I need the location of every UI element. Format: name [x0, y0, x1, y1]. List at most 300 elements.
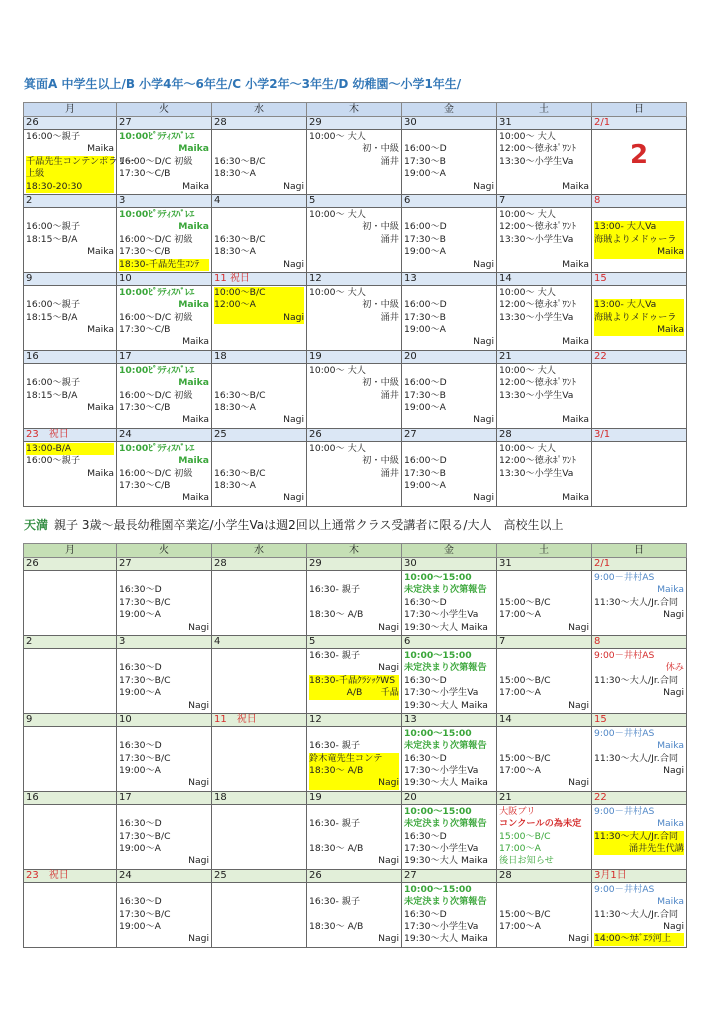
schedule-line — [26, 287, 114, 299]
schedule-cell — [117, 285, 212, 350]
date-cell: 13 — [402, 713, 497, 726]
schedule-cell — [402, 648, 497, 713]
date-cell: 28 — [497, 869, 592, 882]
schedule-line: 17:30～C/B — [119, 324, 171, 336]
schedule-cell — [24, 726, 117, 791]
schedule-line: Nagi — [283, 258, 304, 270]
schedule-cell — [592, 207, 687, 272]
schedule-line: 16:30～D — [119, 818, 162, 830]
schedule-line — [499, 740, 589, 752]
schedule-line: 17:00～A — [499, 687, 541, 699]
schedule-cell — [497, 130, 592, 195]
date-cell: 20 — [402, 791, 497, 804]
schedule-line: 19:30～大人 Maika — [404, 855, 488, 867]
schedule-line: Maika — [178, 143, 209, 155]
date-cell: 17 — [117, 791, 212, 804]
schedule-line: 18:30～ A/B — [309, 920, 364, 932]
schedule-line — [214, 377, 304, 389]
date-cell: 27 — [117, 117, 212, 130]
date-cell: 31 — [497, 117, 592, 130]
schedule-line: 18:15～B/A — [26, 233, 78, 245]
schedule-line: 初・中級 — [362, 143, 399, 155]
date-cell: 7 — [497, 194, 592, 207]
date-cell: 15 — [592, 713, 687, 726]
schedule-line — [499, 324, 589, 336]
schedule-line: 13:30～小学生Va — [499, 233, 574, 245]
schedule-cell — [117, 804, 212, 869]
date-cell: 23 祝日 — [24, 428, 117, 441]
date-cell: 8 — [592, 194, 687, 207]
schedule-cell — [24, 285, 117, 350]
date-cell: 3月1日 — [592, 869, 687, 882]
schedule-line: 10:00ﾋﾟﾗﾃｨｽﾊﾞﾚｴ — [119, 364, 195, 376]
schedule-line: 鈴木竜先生コンテ — [309, 753, 399, 765]
date-cell: 22 — [592, 791, 687, 804]
schedule-line: 16:00～D — [404, 221, 447, 233]
date-cell: 22 — [592, 350, 687, 363]
schedule-line: Maika — [657, 584, 684, 596]
schedule-cell — [402, 882, 497, 947]
schedule-line: Nagi — [473, 336, 494, 348]
schedule-line: Maika — [562, 414, 589, 426]
schedule-line: 15:00～B/C — [499, 830, 551, 842]
schedule-line: 10:00～ 大人 — [309, 131, 366, 142]
schedule-line — [214, 131, 304, 143]
schedule-line: 18:30～ A/B — [309, 765, 399, 777]
date-cell: 2/1 — [592, 558, 687, 571]
schedule-line — [309, 884, 399, 896]
date-cell: 17 — [117, 350, 212, 363]
schedule-line: 涌井先生代講 — [594, 843, 684, 855]
schedule-line: 19:00～A — [404, 402, 446, 414]
schedule-line: 17:30～B — [404, 155, 446, 167]
schedule-line — [309, 572, 399, 584]
schedule-cell — [592, 726, 687, 791]
date-cell: 29 — [307, 558, 402, 571]
schedule-line: 16:00～親子 — [26, 221, 81, 233]
weekday-header: 土 — [497, 103, 592, 117]
schedule-line: コンクールの為未定 — [499, 818, 582, 830]
schedule-line: 10:00～ 大人 — [309, 208, 366, 220]
schedule-line: 未定決まり次第報告 — [404, 584, 487, 596]
schedule-line: 17:30～C/B — [119, 246, 171, 258]
schedule-cell — [307, 648, 402, 713]
schedule-line: 16:30～D — [119, 584, 162, 596]
schedule-line — [309, 831, 399, 843]
schedule-cell — [212, 285, 307, 350]
schedule-line: 19:00～A — [404, 324, 446, 336]
schedule-cell — [307, 207, 402, 272]
schedule-line: Nagi — [214, 312, 304, 324]
schedule-line: Nagi — [663, 687, 684, 699]
schedule-line: 17:00～A — [499, 765, 541, 777]
schedule-line: 10:00ﾋﾟﾗﾃｨｽﾊﾞﾚｴ — [119, 131, 195, 142]
date-cell: 15 — [592, 272, 687, 285]
date-cell: 25 — [212, 428, 307, 441]
date-cell: 3 — [117, 194, 212, 207]
weekday-header: 水 — [212, 103, 307, 117]
date-cell: 5 — [307, 194, 402, 207]
schedule-line: 18:30～A — [214, 479, 256, 491]
schedule-line: 未定決まり次第報告 — [404, 662, 487, 674]
schedule-line: 17:30～C/B — [119, 168, 171, 180]
schedule-line: Nagi — [473, 492, 494, 504]
schedule-line: 17:00～A — [499, 920, 541, 932]
schedule-line: 17:30～C/B — [119, 479, 171, 491]
schedule-line — [214, 443, 304, 455]
schedule-line: 16:30～B/C — [214, 389, 266, 401]
schedule-line: 未定決まり次第報告 — [404, 740, 487, 752]
schedule-line: 18:30～A — [214, 246, 256, 258]
schedule-cell — [24, 804, 117, 869]
schedule-line: 16:00～D — [404, 143, 447, 155]
schedule-line: 16:00～D/C 初級 — [119, 467, 193, 479]
schedule-cell — [212, 207, 307, 272]
schedule-line: 16:00～D — [404, 455, 447, 467]
weekday-header: 月 — [24, 103, 117, 117]
schedule-line: 17:30～C/B — [119, 402, 171, 414]
schedule-line: Maika — [562, 180, 589, 192]
schedule-line: 10:00～ 大人 — [309, 364, 366, 376]
schedule-line: Nagi — [378, 933, 399, 945]
schedule-cell — [117, 571, 212, 636]
schedule-line: A/B 千晶 — [309, 687, 399, 699]
schedule-line: 18:15～B/A — [26, 389, 78, 401]
weekday-header: 木 — [307, 544, 402, 558]
schedule-line: 12:00～徳永ﾎﾟﾜﾝﾄ — [499, 377, 577, 389]
schedule-line: 16:30～D — [119, 740, 162, 752]
schedule-line: 10:00～15:00 — [404, 883, 472, 895]
schedule-cell — [592, 363, 687, 428]
date-cell: 30 — [402, 558, 497, 571]
minoh-calendar — [23, 102, 687, 507]
schedule-line: 9:00－井村AS — [594, 727, 655, 739]
schedule-line: 13:00-B/A — [26, 443, 114, 455]
schedule-cell — [307, 882, 402, 947]
schedule-cell — [307, 130, 402, 195]
schedule-cell — [497, 441, 592, 506]
schedule-line — [214, 455, 304, 467]
schedule-line: 10:00ﾋﾟﾗﾃｨｽﾊﾞﾚｴ — [119, 208, 195, 220]
schedule-line: 10:00ﾋﾟﾗﾃｨｽﾊﾞﾚｴ — [119, 442, 195, 454]
date-cell: 31 — [497, 558, 592, 571]
date-cell: 9 — [24, 272, 117, 285]
schedule-line: 16:00～D/C 初級 — [119, 155, 193, 167]
schedule-line: Nagi — [188, 855, 209, 867]
schedule-line: 11:30～大人/Jr.合同 — [594, 752, 679, 764]
schedule-line: 16:30- 親子 — [309, 818, 361, 830]
schedule-line: 10:00～ 大人 — [499, 286, 556, 298]
schedule-cell — [402, 804, 497, 869]
schedule-line: 17:30～B/C — [119, 674, 171, 686]
schedule-line: 16:00～親子 — [26, 455, 81, 467]
date-cell: 4 — [212, 194, 307, 207]
schedule-line: 15:00～B/C — [499, 908, 551, 920]
date-cell: 10 — [117, 713, 212, 726]
date-cell: 3 — [117, 635, 212, 648]
schedule-line: 16:30～D — [404, 674, 447, 686]
schedule-cell — [497, 571, 592, 636]
schedule-line: Maika — [178, 221, 209, 233]
schedule-cell — [212, 130, 307, 195]
schedule-line — [499, 572, 589, 584]
schedule-line: Maika — [594, 246, 684, 258]
schedule-line: Maika — [87, 246, 114, 258]
date-cell: 6 — [402, 194, 497, 207]
schedule-line: Maika — [562, 336, 589, 348]
schedule-line — [309, 806, 399, 818]
schedule-line: Nagi — [283, 492, 304, 504]
schedule-line: 19:00～A — [404, 168, 446, 180]
schedule-line: 16:00～D — [404, 299, 447, 311]
schedule-line: Maika — [182, 414, 209, 426]
schedule-line: Nagi — [378, 621, 399, 633]
schedule-line: 18:30-千晶ｸﾗｼｯｸWS — [309, 675, 399, 687]
schedule-line — [119, 572, 209, 584]
schedule-line: Nagi — [568, 933, 589, 945]
schedule-cell — [307, 441, 402, 506]
schedule-line: 11:30～大人/Jr.合同 — [594, 831, 684, 843]
schedule-line: Maika — [87, 467, 114, 479]
date-cell: 6 — [402, 635, 497, 648]
date-cell: 4 — [212, 635, 307, 648]
schedule-line — [499, 584, 589, 596]
schedule-line: 海賊よりメドゥーラ — [594, 312, 684, 324]
schedule-line: 10:00ﾋﾟﾗﾃｨｽﾊﾞﾚｴ — [119, 286, 195, 298]
schedule-line: Nagi — [663, 765, 684, 777]
schedule-line: 19:00～A — [119, 687, 161, 699]
schedule-line: Maika — [562, 258, 589, 270]
schedule-cell — [592, 804, 687, 869]
schedule-cell — [592, 441, 687, 506]
schedule-cell — [212, 804, 307, 869]
schedule-line: 10:00～ 大人 — [499, 442, 556, 454]
schedule-line: 19:00～A — [119, 609, 161, 621]
date-cell: 9 — [24, 713, 117, 726]
schedule-line: Maika — [87, 143, 114, 155]
schedule-cell — [592, 285, 687, 350]
schedule-line: 16:30～D — [404, 908, 447, 920]
schedule-cell — [117, 648, 212, 713]
schedule-cell — [497, 804, 592, 869]
schedule-line: 17:00～A — [499, 843, 541, 855]
schedule-line: 涌井 — [380, 389, 399, 401]
schedule-line: 17:30～B — [404, 233, 446, 245]
schedule-cell — [497, 648, 592, 713]
schedule-line — [309, 597, 399, 609]
schedule-line: 16:00～D/C 初級 — [119, 389, 193, 401]
schedule-line — [404, 131, 494, 143]
schedule-line — [119, 884, 209, 896]
schedule-cell — [307, 726, 402, 791]
tenma-title-lead: 天満 — [24, 518, 49, 532]
schedule-line: 10:00～B/C — [214, 287, 304, 299]
schedule-line: Nagi — [378, 662, 399, 674]
schedule-line: 10:00～ 大人 — [499, 131, 556, 142]
schedule-line: 18:30～A — [214, 168, 256, 180]
date-cell: 7 — [497, 635, 592, 648]
schedule-line: 12:00～徳永ﾎﾟﾜﾝﾄ — [499, 455, 577, 467]
schedule-line: 16:30- 親子 — [309, 584, 361, 596]
schedule-line: Nagi — [309, 777, 399, 789]
schedule-line — [404, 287, 494, 299]
schedule-cell — [402, 130, 497, 195]
date-cell: 2 — [24, 194, 117, 207]
schedule-line — [214, 365, 304, 377]
date-cell: 5 — [307, 635, 402, 648]
schedule-line: 16:00～D/C 初級 — [119, 233, 193, 245]
schedule-line: Maika — [657, 740, 684, 752]
schedule-line: 16:00～親子 — [26, 299, 81, 311]
schedule-line: Maika — [178, 299, 209, 311]
schedule-cell — [212, 648, 307, 713]
schedule-line — [594, 287, 684, 299]
date-cell: 12 — [307, 713, 402, 726]
schedule-line: Nagi — [568, 699, 589, 711]
schedule-line: 17:30～B/C — [119, 752, 171, 764]
schedule-line: 9:00－井村AS — [594, 805, 655, 817]
schedule-line: 12:00～徳永ﾎﾟﾜﾝﾄ — [499, 299, 577, 311]
schedule-line: 16:30～D — [119, 662, 162, 674]
schedule-cell — [307, 571, 402, 636]
schedule-line — [404, 443, 494, 455]
schedule-line — [26, 209, 114, 221]
date-cell: 14 — [497, 272, 592, 285]
schedule-line: 16:30～D — [404, 752, 447, 764]
weekday-header: 火 — [117, 103, 212, 117]
date-cell: 20 — [402, 350, 497, 363]
date-cell: 19 — [307, 350, 402, 363]
date-cell: 24 — [117, 428, 212, 441]
schedule-line: 9:00－井村AS — [594, 883, 655, 895]
schedule-line: 12:00～徳永ﾎﾟﾜﾝﾄ — [499, 221, 577, 233]
schedule-line: 16:30- 親子 — [309, 649, 361, 661]
schedule-cell — [402, 363, 497, 428]
schedule-line: 11:30～大人/Jr.合同 — [594, 596, 679, 608]
schedule-cell — [497, 363, 592, 428]
schedule-cell — [117, 882, 212, 947]
schedule-line: 18:30～A — [214, 402, 256, 414]
schedule-line: 16:00～D — [404, 377, 447, 389]
schedule-line: 13:30～小学生Va — [499, 389, 574, 401]
date-cell: 25 — [212, 869, 307, 882]
schedule-line — [499, 168, 589, 180]
schedule-line — [499, 246, 589, 258]
schedule-line: Maika — [657, 896, 684, 908]
schedule-line: Nagi — [283, 180, 304, 192]
date-cell: 19 — [307, 791, 402, 804]
date-cell: 26 — [307, 869, 402, 882]
schedule-cell — [24, 441, 117, 506]
schedule-cell — [212, 441, 307, 506]
schedule-line: 大阪ブリ — [499, 805, 536, 817]
schedule-line — [594, 209, 684, 221]
schedule-line: 10:00～ 大人 — [499, 364, 556, 376]
schedule-cell — [402, 571, 497, 636]
schedule-line: 10:00～ 大人 — [309, 442, 366, 454]
schedule-cell — [212, 571, 307, 636]
date-cell: 26 — [24, 117, 117, 130]
weekday-header: 金 — [402, 103, 497, 117]
date-cell: 18 — [212, 350, 307, 363]
date-cell: 27 — [117, 558, 212, 571]
schedule-line — [214, 209, 304, 221]
schedule-line: 16:30～B/C — [214, 233, 266, 245]
schedule-line: Nagi — [473, 180, 494, 192]
date-cell: 21 — [497, 350, 592, 363]
schedule-line: 11:30～大人/Jr.合同 — [594, 674, 679, 686]
schedule-line: 涌井 — [380, 311, 399, 323]
schedule-cell — [497, 882, 592, 947]
schedule-line — [214, 143, 304, 155]
schedule-line: 17:30～小学生Va — [404, 920, 479, 932]
schedule-line — [309, 728, 399, 740]
schedule-line: 18:30～ A/B — [309, 843, 364, 855]
schedule-line: 15:00～B/C — [499, 674, 551, 686]
schedule-line: 千晶先生コンテンポラリー — [26, 155, 136, 167]
schedule-cell — [117, 363, 212, 428]
schedule-line: 13:30～小学生Va — [499, 311, 574, 323]
schedule-line: Nagi — [568, 777, 589, 789]
schedule-line: Nagi — [568, 621, 589, 633]
schedule-line: 19:30～大人 Maika — [404, 777, 488, 789]
schedule-line: 9:00－井村AS — [594, 649, 655, 661]
schedule-line: Nagi — [378, 855, 399, 867]
schedule-line: 16:30～D — [404, 830, 447, 842]
schedule-cell — [24, 130, 136, 195]
schedule-line: Maika — [594, 324, 684, 336]
schedule-line: 18:30-千晶先生ｺﾝﾃ — [119, 259, 209, 271]
date-cell: 26 — [24, 558, 117, 571]
schedule-line: 10:00～15:00 — [404, 805, 472, 817]
date-cell: 10 — [117, 272, 212, 285]
schedule-cell — [402, 441, 497, 506]
schedule-cell — [497, 726, 592, 791]
schedule-line: Nagi — [188, 933, 209, 945]
schedule-cell — [307, 363, 402, 428]
date-cell: 28 — [497, 428, 592, 441]
schedule-line: 13:30～小学生Va — [499, 467, 574, 479]
schedule-line: 17:30～小学生Va — [404, 765, 479, 777]
date-cell: 29 — [307, 117, 402, 130]
schedule-line: 13:30～小学生Va — [499, 155, 574, 167]
date-cell: 28 — [212, 558, 307, 571]
schedule-cell — [24, 648, 117, 713]
schedule-line: 19:30～大人 Maika — [404, 933, 488, 945]
schedule-line: 上級 — [26, 168, 114, 180]
date-cell: 14 — [497, 713, 592, 726]
schedule-line — [499, 650, 589, 662]
schedule-cell — [592, 130, 687, 195]
schedule-line — [499, 480, 589, 492]
minoh-title: 箕面A 中学生以上/B 小学4年～6年生/C 小学2年～3年生/D 幼稚園～小学1年生/ — [24, 77, 462, 91]
schedule-cell — [212, 882, 307, 947]
schedule-cell — [117, 130, 212, 195]
schedule-line: 17:30～B/C — [119, 596, 171, 608]
schedule-line — [309, 909, 399, 921]
schedule-line: 16:30- 親子 — [309, 740, 361, 752]
schedule-line: 12:00～A — [214, 299, 304, 311]
schedule-line: 10:00～15:00 — [404, 572, 472, 583]
schedule-line: 16:00～親子 — [26, 131, 81, 142]
schedule-line: Nagi — [283, 414, 304, 426]
date-cell: 3/1 — [592, 428, 687, 441]
tenma-calendar — [23, 543, 687, 948]
weekday-header: 日 — [592, 544, 687, 558]
date-cell: 11 祝日 — [212, 272, 307, 285]
schedule-line — [499, 402, 589, 414]
weekday-header: 火 — [117, 544, 212, 558]
